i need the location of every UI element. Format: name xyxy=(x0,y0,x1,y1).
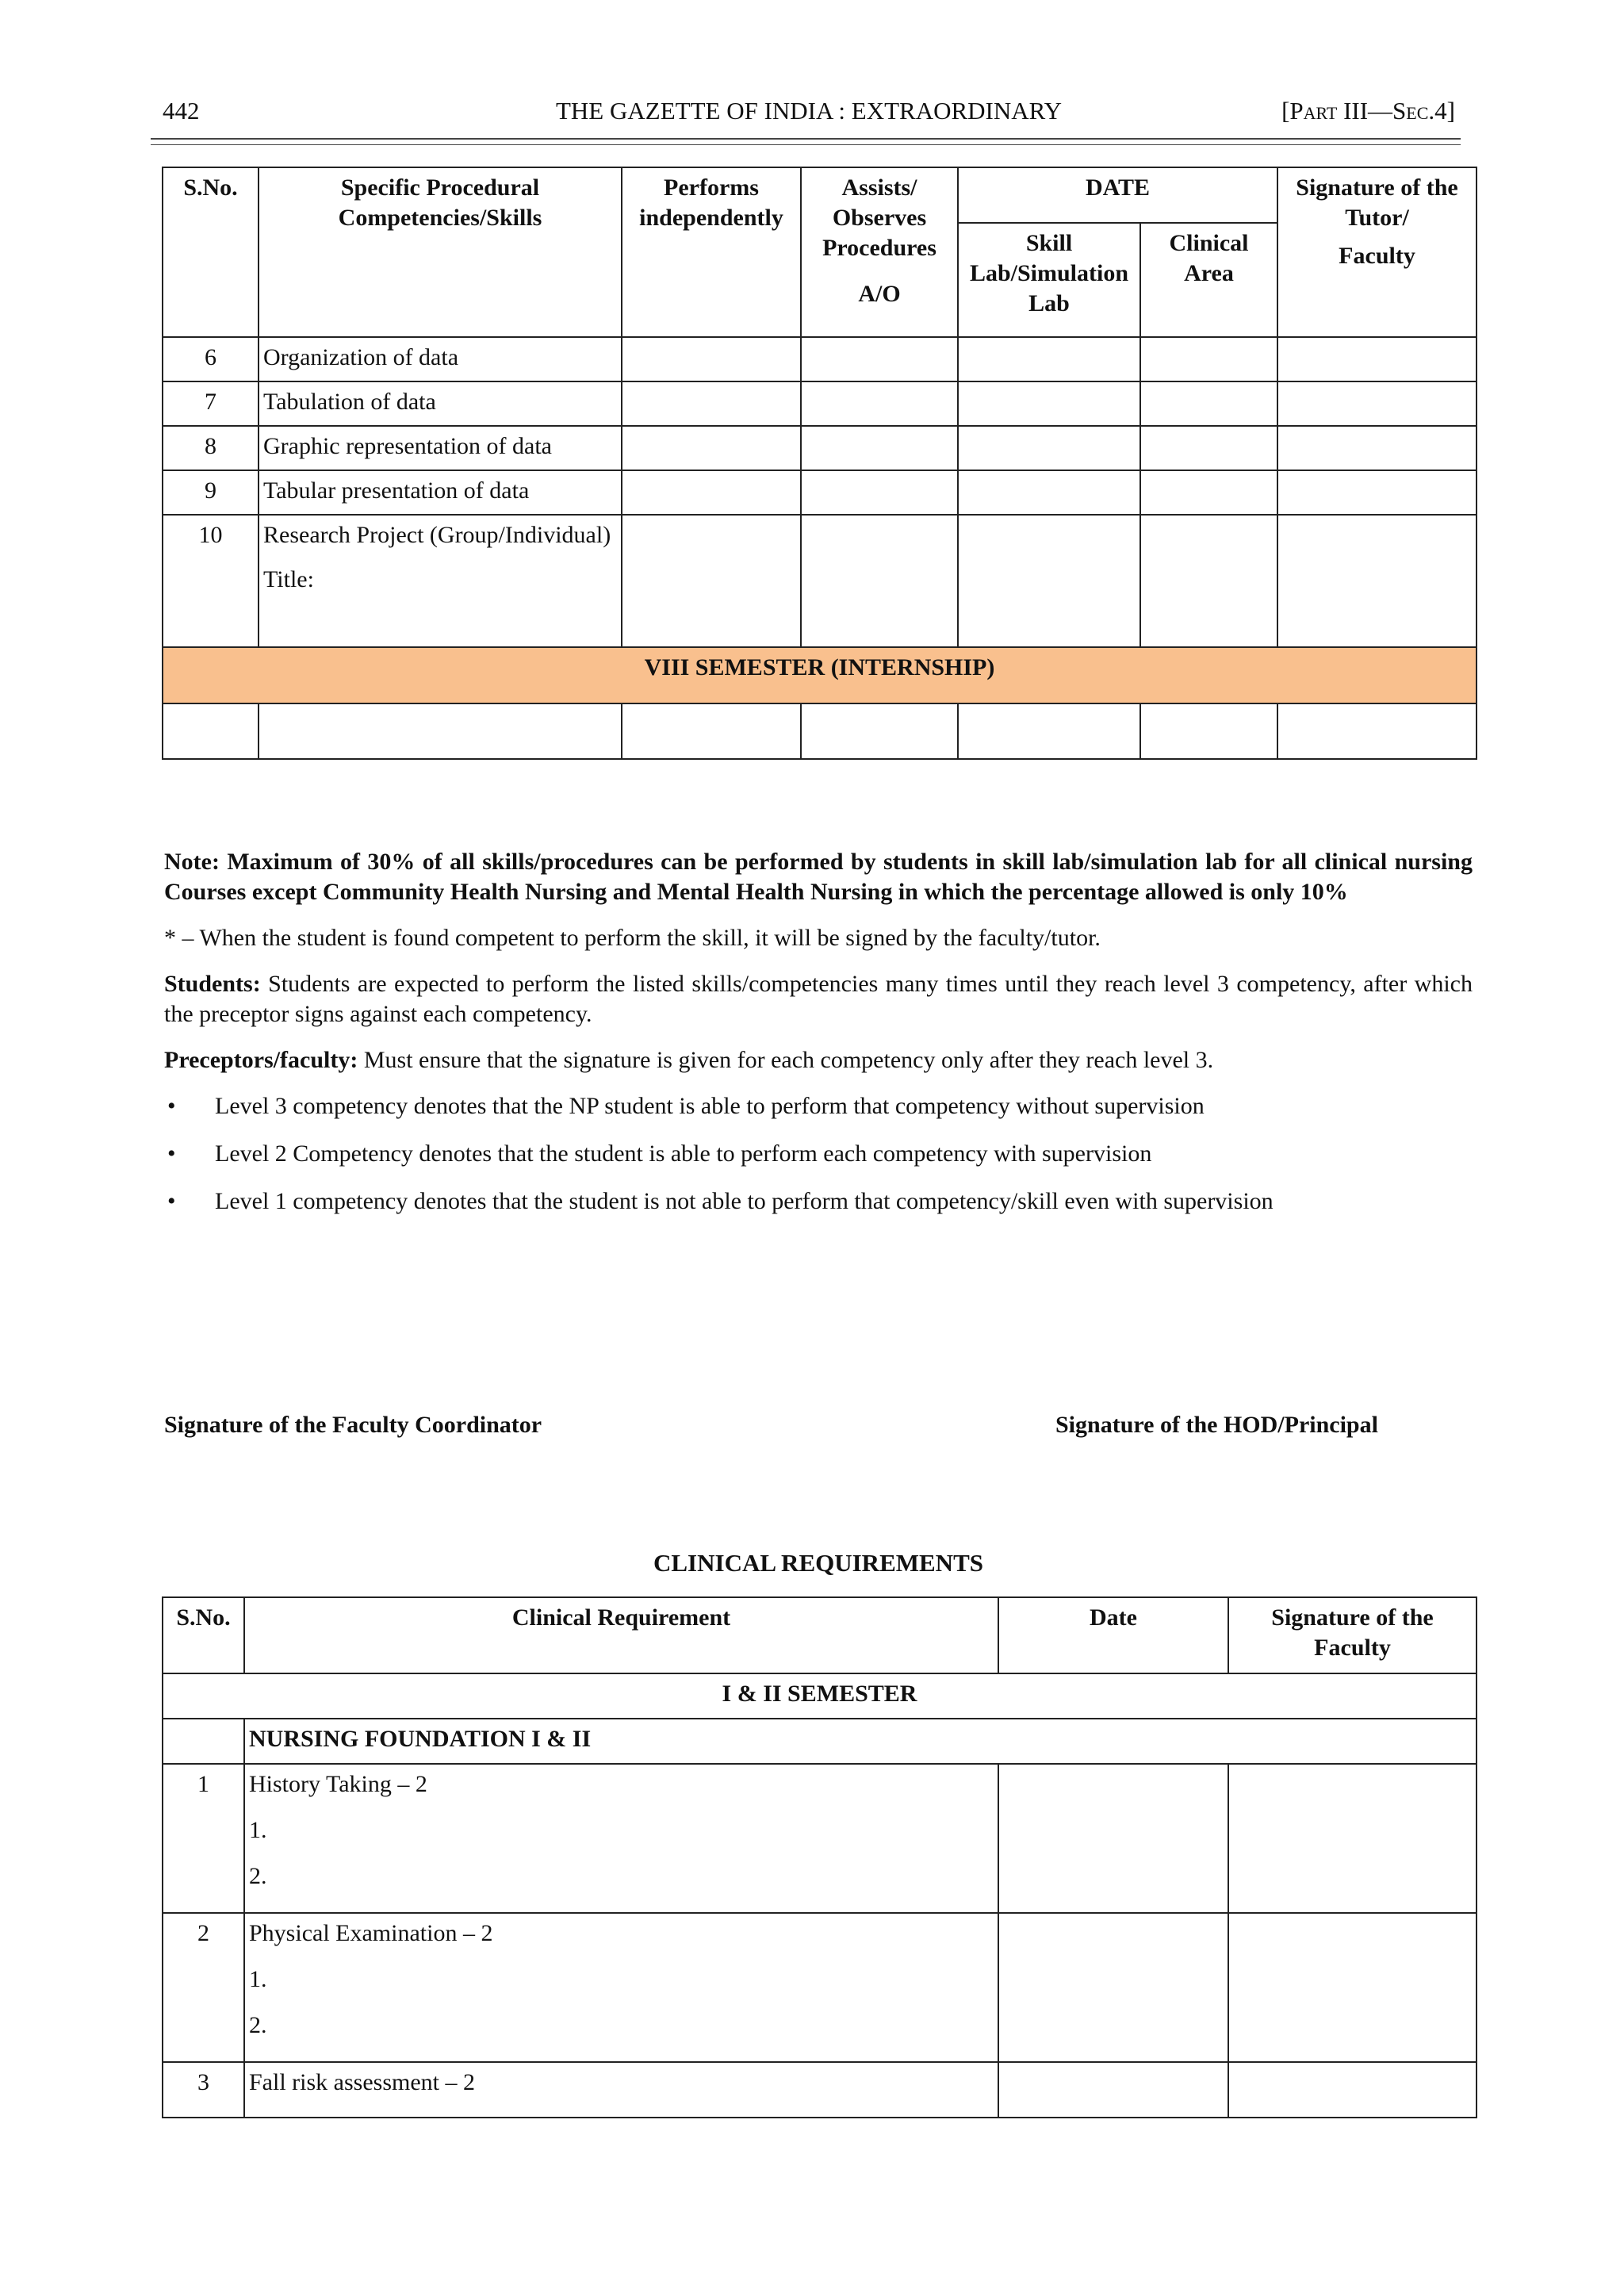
list-item: • Level 1 competency denotes that the student is not able to perform that competency/skill even with supervision xyxy=(164,1186,1473,1217)
col-skill-lab: Skill Lab/Simulation Lab xyxy=(958,223,1140,337)
table-row: 6 Organization of data xyxy=(163,337,1477,381)
clinical-requirements-table xyxy=(162,1596,1477,2118)
list-item: • Level 3 competency denotes that the NP student is able to perform that competency without supervision xyxy=(164,1091,1473,1121)
table-row: 3 Fall risk assessment – 2 xyxy=(163,2062,1477,2118)
table-row: 10 Research Project (Group/Individual) Title: xyxy=(163,515,1477,647)
table-row: 7 Tabulation of data xyxy=(163,381,1477,426)
page-number: 442 xyxy=(163,97,200,125)
col-date: DATE xyxy=(958,167,1277,223)
empty-row xyxy=(163,703,1477,759)
col-signature: Signature of the Tutor/ Faculty xyxy=(1277,167,1477,337)
header-rule-thin xyxy=(151,144,1461,145)
header-rule xyxy=(151,138,1461,140)
semester-row: I & II SEMESTER xyxy=(163,1673,1477,1719)
col-sno: S.No. xyxy=(163,1597,244,1673)
title-label: Title: xyxy=(263,566,314,592)
notes-section xyxy=(164,847,1473,1234)
col-assists: Assists/ Observes Procedures A/O xyxy=(801,167,958,337)
students-note: Students: Students are expected to perform the listed skills/competencies many times until they reach level 3 competency, after which the preceptor signs against each competency. xyxy=(164,971,1473,1027)
bullet-icon: • xyxy=(167,1188,176,1214)
competency-levels xyxy=(164,1091,1473,1217)
signature-hod-principal: Signature of the HOD/Principal xyxy=(1055,1412,1378,1438)
preceptors-note: Preceptors/faculty: Must ensure that the signature is given for each competency only after they reach level 3. xyxy=(164,1047,1214,1073)
col-skills: Specific Procedural Competencies/Skills xyxy=(259,167,622,337)
table-row: 8 Graphic representation of data xyxy=(163,426,1477,470)
bullet-icon: • xyxy=(167,1093,176,1119)
col-signature: Signature of the Faculty xyxy=(1228,1597,1477,1673)
table-row: 9 Tabular presentation of data xyxy=(163,470,1477,515)
col-clinical-area: Clinical Area xyxy=(1140,223,1277,337)
col-requirement: Clinical Requirement xyxy=(244,1597,998,1673)
bullet-icon: • xyxy=(167,1140,176,1167)
clinical-requirements-title: CLINICAL REQUIREMENTS xyxy=(653,1549,983,1577)
note-text: Note: Maximum of 30% of all skills/procedures can be performed by students in skill lab/simulation lab for all clinical nursing Courses except Community Health Nursing and Mental Health Nursing in which the percentage allowed is only 10% xyxy=(164,849,1473,905)
gazette-title: THE GAZETTE OF INDIA : EXTRAORDINARY xyxy=(555,97,1063,125)
col-date: Date xyxy=(998,1597,1228,1673)
list-item: • Level 2 Competency denotes that the student is able to perform each competency with supervision xyxy=(164,1139,1473,1169)
star-note: * – When the student is found competent to perform the skill, it will be signed by the faculty/tutor. xyxy=(164,925,1101,951)
signature-faculty-coordinator: Signature of the Faculty Coordinator xyxy=(164,1412,542,1438)
subject-row: NURSING FOUNDATION I & II xyxy=(163,1719,1477,1764)
research-project: Research Project (Group/Individual) xyxy=(263,522,611,548)
semester-banner: VIII SEMESTER (INTERNSHIP) xyxy=(163,647,1477,703)
table-row: 2 Physical Examination – 2 1. 2. xyxy=(163,1913,1477,2062)
part-section: [Part III—Sec.4] xyxy=(1281,97,1455,125)
competencies-table xyxy=(162,167,1477,760)
col-performs: Performs independently xyxy=(622,167,801,337)
page-header xyxy=(163,97,1455,128)
table-row: 1 History Taking – 2 1. 2. xyxy=(163,1764,1477,1913)
col-sno: S.No. xyxy=(163,167,259,337)
